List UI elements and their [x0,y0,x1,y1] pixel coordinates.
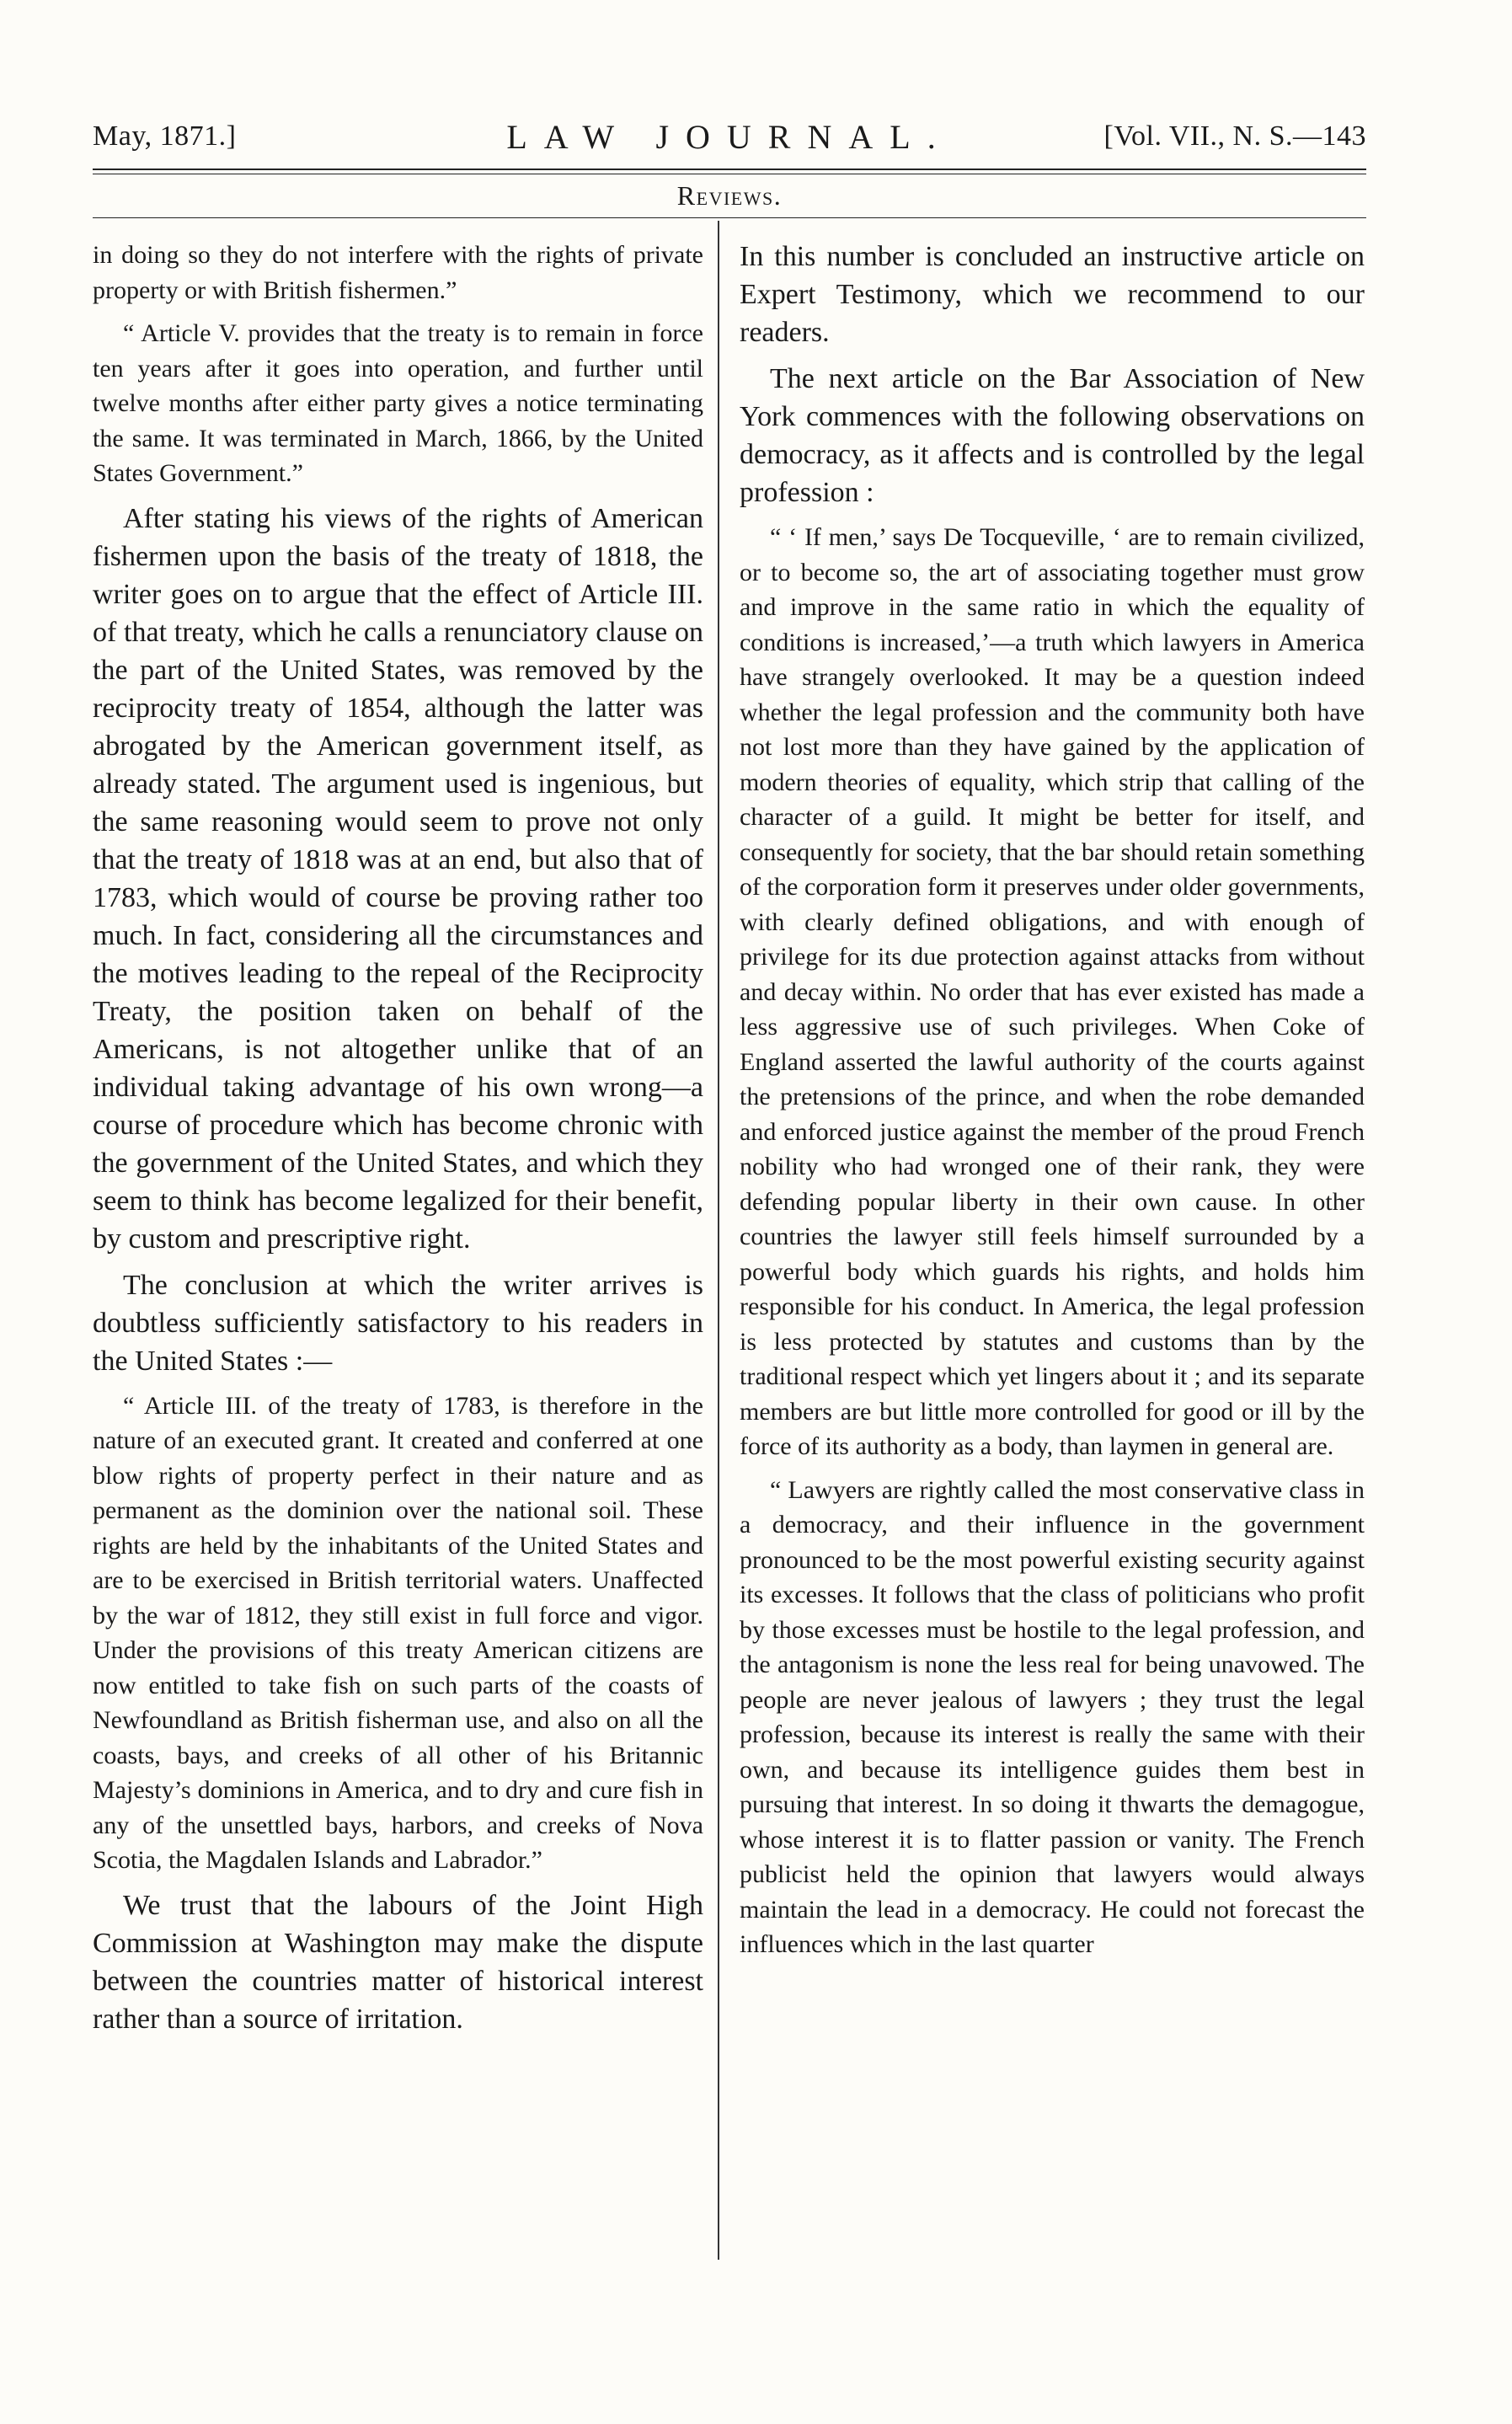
right-column [740,238,1365,1971]
right-paragraph: The next article on the Bar Association of New York commences with the following observations on democracy, as it affects and is controlled by the legal profession : [740,363,1365,508]
left-paragraph: We trust that the labours of the Joint High Commission at Washington may make the dispute between the countries matter of historical interest rather than a source of irritation. [93,1889,703,2035]
journal-title: LAW JOURNAL. [506,118,953,156]
header-volume-page: [Vol. VII., N. S.—143 [1103,120,1366,152]
section-heading: Reviews. [676,180,783,211]
header-date: May, 1871.] [93,120,237,152]
left-paragraph: “ Article V. provides that the treaty is to remain in force ten years after it goes into operation, and further until twelve months after either party gives a notice terminating the same. It was terminated in March, 1866, by the United States Government.” [93,319,703,487]
right-paragraph: “ ‘ If men,’ says De Tocqueville, ‘ are to remain civilized, or to become so, the art of associating together must grow and improve in the same ratio in which the equality of conditions is increased,’—a truth which lawyers in America have strangely overlooked. It may be a question indeed whether the legal profession and the community both have not lost more than they have gained by the application of modern theories of equality, which strip that calling of the character of a guild. It might be better for itself, and consequently for society, that the bar should retain something of the corporation form it preserves under older governments, with clearly defined obligations, and with enough of privilege for its due protection against attacks from without and decay within. No order that has ever existed has made a less aggressive use of such privileges. When Coke of England asserted the lawful authority of the courts against the pretensions of the prince, and when the robe demanded and enforced justice against the member of the proud French nobility who had wronged one of their rank, they were defending popular liberty in their own cause. In other countries the lawyer still feels himself surrounded by a powerful body which guards his rights, and holds him responsible for his conduct. In America, the legal profession is less protected by statutes and customs than by the traditional respect which yet lingers about it ; and its separate members are but little more controlled for good or ill by the force of its authority as a body, than laymen in general are. [740,523,1365,1460]
header-rule-thick [93,169,1366,170]
column-divider [718,221,719,2260]
left-column [93,238,703,2047]
left-paragraph: After stating his views of the rights of American fishermen upon the basis of the treaty of 1818, the writer goes on to argue that the effect of Article III. of that treaty, which he calls a renunciatory clause on the part of the United States, was removed by the reciprocity treaty of 1854, although the latter was abrogated by the American government itself, as already stated. The argument used is ingenious, but the same reasoning would seem to prove not only that the treaty of 1818 was at an end, but also that of 1783, which would of course be proving rather too much. In fact, considering all the circumstances and the motives leading to the repeal of the Reciprocity Treaty, the position taken on behalf of the Americans, is not altogether unlike that of an individual taking advantage of his own wrong—a course of procedure which has become chronic with the government of the United States, and which they seem to think has become legalized for their benefit, by custom and prescriptive right. [93,502,703,1255]
left-paragraph: “ Article III. of the treaty of 1783, is therefore in the nature of an executed grant. It created and conferred at one blow rights of property perfect in their nature and as permanent as the dominion over the national soil. These rights are held by the inhabitants of the United States and are to be exercised in British territorial waters. Unaffected by the war of 1812, they still exist in full force and vigor. Under the provisions of this treaty American citizens are now entitled to take fish on such parts of the coasts of Newfoundland as British fisherman use, and also on all the coasts, bays, and creeks of all other of his Britannic Majesty’s dominions in America, and to dry and cure fish in any of the unsettled bays, harbors, and creeks of Nova Scotia, the Magdalen Islands and Labrador.” [93,1391,703,1874]
running-header [93,114,1366,159]
right-paragraph: “ Lawyers are rightly called the most conservative class in a democracy, and their influence in the government pronounced to be the most powerful existing security against its excesses. It follows that the class of politicians who profit by those excesses must be hostile to the legal profession, and the antagonism is none the less real for being unavowed. The people are never jealous of lawyers ; they trust the legal profession, because its interest is really the same with their own, and because its intelligence guides them best in pursuing that interest. In so doing it thwarts the demagogue, whose interest it is to flatter passion or vanity. The French publicist held the opinion that lawyers would always maintain the lead in a democracy. He could not forecast the influences which in the last quarter [740,1475,1365,1958]
right-paragraph: In this number is concluded an instructive article on Expert Testimony, which we recommend to our readers. [740,241,1365,348]
left-paragraph: The conclusion at which the writer arrives is doubtless sufficiently satisfactory to his readers in the United States :— [93,1269,703,1377]
left-paragraph: in doing so they do not interfere with the rights of private property or with British fishermen.” [93,241,703,304]
section-rule [93,217,1366,218]
